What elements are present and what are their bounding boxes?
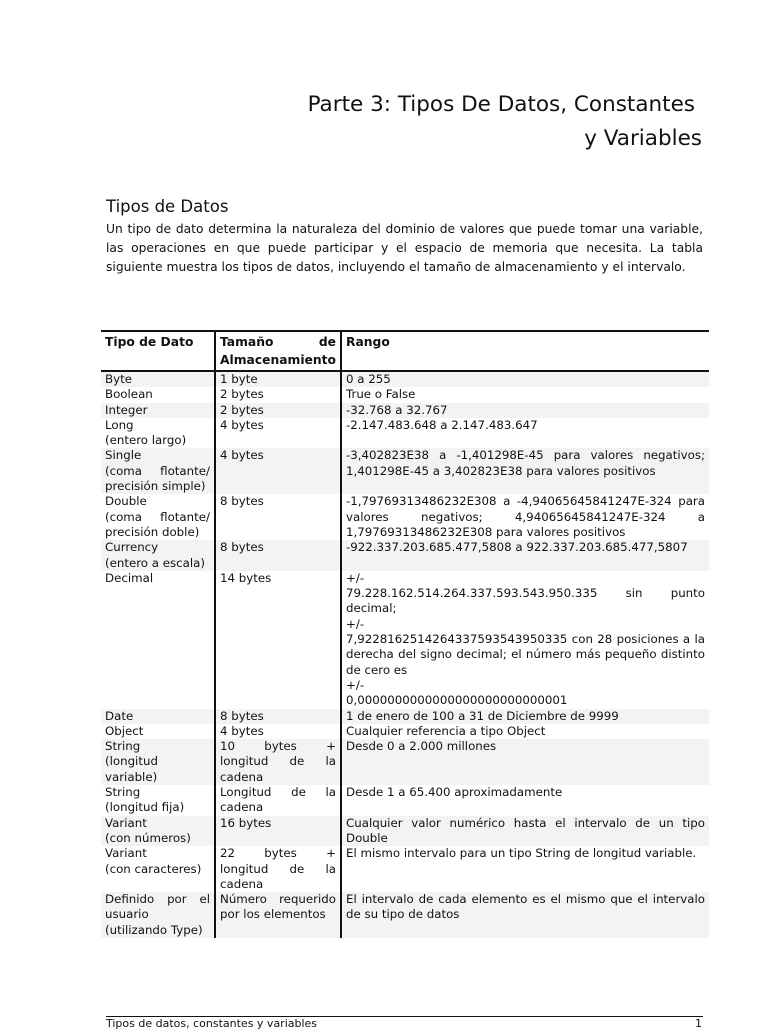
cell-tamano-line: 4 bytes: [220, 448, 264, 463]
cell-rango: [341, 540, 709, 571]
cell-tipo: [101, 816, 215, 847]
table-row: [101, 816, 709, 847]
table-row: [101, 739, 709, 785]
cell-rango-line: 7,9228162514264337593543950335 con 28 posiciones a la derecha del signo decimal; el número más pequeño distinto de cero es: [346, 632, 705, 677]
cell-tamano: [215, 739, 341, 785]
cell-tipo-line: (longitud variable): [105, 754, 158, 784]
table-row: [101, 494, 709, 540]
cell-rango-line: Cualquier valor numérico hasta el intervalo de un tipo Double: [346, 815, 705, 845]
cell-tamano-line: 8 bytes: [220, 540, 264, 555]
cell-rango-line: -2.147.483.648 a 2.147.483.647: [346, 417, 538, 432]
cell-rango: [341, 709, 709, 724]
cell-rango: [341, 785, 709, 816]
cell-tamano-line: 2 bytes: [220, 387, 264, 402]
cell-tamano: [215, 571, 341, 709]
data-types-table: [101, 330, 709, 938]
intro-paragraph: Un tipo de dato determina la naturaleza del dominio de valores que puede tomar una variable, las operaciones en que puede participar y el espacio de memoria que necesita. La tabla siguiente muestra los tipos de datos, incluyendo el tamaño de almacenamiento y el intervalo.: [106, 222, 703, 274]
cell-rango-line: 1 de enero de 100 a 31 de Diciembre de 9999: [346, 708, 619, 723]
cell-tipo-line: (entero largo): [105, 433, 187, 448]
cell-tipo-line: Long: [105, 417, 134, 432]
cell-tipo: [101, 571, 215, 709]
cell-rango-line: True o False: [346, 387, 416, 402]
cell-tamano-line: 4 bytes: [220, 723, 264, 738]
cell-rango: [341, 403, 709, 418]
cell-tipo-line: Definido por el usuario (utilizando Type): [105, 892, 210, 937]
cell-tipo-line: Currency: [105, 540, 159, 555]
cell-tipo-line: (con caracteres): [105, 861, 202, 876]
cell-tamano-line: 14 bytes: [220, 570, 272, 585]
cell-rango-line: 0,0000000000000000000000000001: [346, 693, 568, 708]
cell-tipo: [101, 494, 215, 540]
table-header: [101, 331, 709, 371]
cell-tipo: [101, 540, 215, 571]
cell-rango-line: -32.768 a 32.767: [346, 402, 448, 417]
cell-tamano: [215, 709, 341, 724]
cell-tamano: [215, 494, 341, 540]
cell-rango-line: Cualquier referencia a tipo Object: [346, 723, 546, 738]
cell-tipo: [101, 418, 215, 449]
cell-tamano-line: 1 byte: [220, 372, 258, 386]
header-tipo: Tipo de Dato: [105, 335, 194, 349]
page-title-line-2: y Variables: [584, 126, 702, 151]
cell-tamano: [215, 785, 341, 816]
cell-tipo-line: String: [105, 785, 141, 800]
cell-rango-line: +/-: [346, 677, 365, 692]
table-row: [101, 371, 709, 387]
table-row: [101, 387, 709, 402]
cell-tipo-line: Variant: [105, 815, 147, 830]
cell-tamano: [215, 418, 341, 449]
cell-tamano: [215, 448, 341, 494]
cell-tipo-line: Integer: [105, 402, 148, 417]
cell-tamano-line: Número requerido por los elementos: [220, 892, 336, 922]
cell-rango-line: El intervalo de cada elemento es el mismo que el intervalo de su tipo de datos: [346, 892, 705, 922]
cell-tamano-line: 16 bytes: [220, 815, 272, 830]
cell-tipo-line: Byte: [105, 372, 132, 386]
cell-tamano-line: 8 bytes: [220, 494, 264, 509]
cell-rango: [341, 418, 709, 449]
cell-tipo: [101, 448, 215, 494]
cell-tipo-line: (coma flotante/ precisión doble): [105, 509, 210, 539]
table-row: [101, 571, 709, 709]
cell-tipo: [101, 387, 215, 402]
table-row: [101, 418, 709, 449]
table-row: [101, 540, 709, 571]
cell-rango: [341, 846, 709, 892]
cell-rango-line: Desde 1 a 65.400 aproximadamente: [346, 785, 563, 800]
header-rango: Rango: [341, 331, 709, 371]
cell-tipo: [101, 403, 215, 418]
cell-tipo-line: (longitud fija): [105, 800, 185, 815]
header-tamano: Tamaño de Almacenamiento: [215, 331, 341, 371]
cell-tipo-line: Double: [105, 494, 147, 509]
footer-text: Tipos de datos, constantes y variables: [106, 1017, 318, 1030]
cell-tipo-line: Boolean: [105, 387, 153, 402]
cell-tipo: [101, 739, 215, 785]
table-row: [101, 709, 709, 724]
table-row: [101, 892, 709, 938]
cell-tipo-line: (entero a escala): [105, 555, 205, 570]
cell-tipo: [101, 371, 215, 387]
cell-rango: [341, 816, 709, 847]
table-body: [101, 371, 709, 938]
cell-tamano-line: 2 bytes: [220, 402, 264, 417]
cell-rango-line: Desde 0 a 2.000 millones: [346, 739, 497, 754]
cell-tipo-line: Object: [105, 723, 144, 738]
cell-rango-line: +/-: [346, 616, 365, 631]
table-row: [101, 724, 709, 739]
table-row: [101, 448, 709, 494]
cell-tamano-line: 22 bytes + longitud de la cadena: [220, 846, 336, 891]
cell-rango: [341, 739, 709, 785]
cell-tipo: [101, 892, 215, 938]
cell-tamano-line: 4 bytes: [220, 417, 264, 432]
page-title-line-1: Parte 3: Tipos De Datos, Constantes: [307, 92, 695, 117]
cell-tipo-line: Date: [105, 708, 134, 723]
cell-tipo: [101, 846, 215, 892]
cell-tamano: [215, 387, 341, 402]
cell-rango: [341, 571, 709, 709]
cell-rango-line: 0 a 255: [346, 372, 391, 386]
cell-tamano: [215, 846, 341, 892]
cell-tamano-line: 10 bytes + longitud de la cadena: [220, 739, 336, 784]
cell-rango: [341, 494, 709, 540]
cell-tamano-line: 8 bytes: [220, 708, 264, 723]
cell-tamano: [215, 371, 341, 387]
page-title: [182, 88, 702, 156]
cell-tipo-line: Variant: [105, 846, 147, 861]
cell-rango: [341, 892, 709, 938]
cell-rango-line: +/-: [346, 570, 365, 585]
table-row: [101, 785, 709, 816]
cell-rango-line: -3,402823E38 a -1,401298E-45 para valores negativos; 1,401298E-45 a 3,402823E38 para valores positivos: [346, 448, 705, 478]
cell-rango-line: 79.228.162.514.264.337.593.543.950.335 sin punto decimal;: [346, 586, 705, 616]
cell-tipo-line: Decimal: [105, 570, 154, 585]
cell-rango-line: -1,79769313486232E308 a -4,94065645841247E-324 para valores negativos; 4,94065645841247E-324 a 1,79769313486232E308 para valores positivos: [346, 494, 705, 539]
cell-tamano: [215, 892, 341, 938]
cell-tipo: [101, 709, 215, 724]
cell-rango-line: -922.337.203.685.477,5808 a 922.337.203.685.477,5807: [346, 540, 688, 555]
section-heading: Tipos de Datos: [106, 197, 229, 216]
table-row: [101, 846, 709, 892]
table-header-row: [101, 331, 709, 371]
cell-tamano: [215, 724, 341, 739]
cell-tipo-line: String: [105, 739, 141, 754]
cell-rango: [341, 448, 709, 494]
cell-rango: [341, 724, 709, 739]
cell-rango-line: El mismo intervalo para un tipo String de longitud variable.: [346, 846, 697, 861]
cell-tamano: [215, 540, 341, 571]
cell-tipo: [101, 785, 215, 816]
cell-rango: [341, 371, 709, 387]
cell-tipo: [101, 724, 215, 739]
cell-tipo-line: Single: [105, 448, 142, 463]
page-number: 1: [695, 1017, 702, 1030]
cell-tipo-line: (coma flotante/ precisión simple): [105, 463, 210, 494]
cell-tamano: [215, 816, 341, 847]
table-row: [101, 403, 709, 418]
cell-rango: [341, 387, 709, 402]
cell-tipo-line: (con números): [105, 830, 191, 845]
cell-tamano: [215, 403, 341, 418]
cell-tamano-line: Longitud de la cadena: [220, 785, 336, 815]
